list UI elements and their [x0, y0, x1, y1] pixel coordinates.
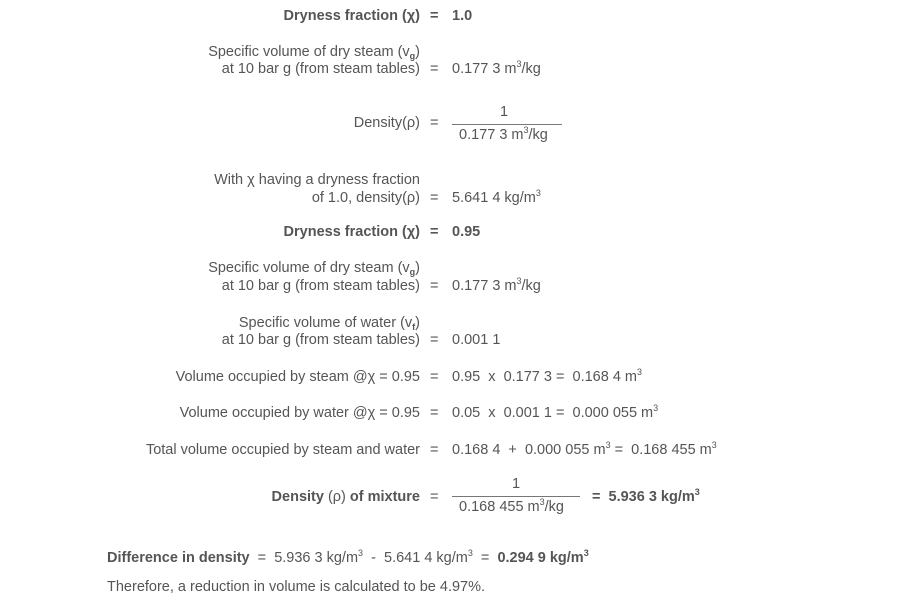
- volume-water-value: 0.05 x 0.001 1 = 0.000 055 $m^3$: [452, 403, 659, 421]
- specific-volume-steam-condition-2: at 10 bar g (from steam tables): [221, 278, 420, 294]
- volume-water-label: Volume occupied by water @χ = 0.95: [179, 405, 420, 421]
- total-volume-label: Total volume occupied by steam and water: [145, 442, 420, 458]
- volume-steam-label: Volume occupied by steam @χ = 0.95: [175, 369, 420, 385]
- equals-sign: =: [430, 405, 439, 421]
- equals-sign: =: [430, 442, 439, 458]
- equals-sign: =: [430, 369, 439, 385]
- dryness-fraction-label-2: Dryness fraction (χ): [283, 224, 420, 240]
- specific-volume-steam-condition-1: at 10 bar g (from steam tables): [221, 61, 420, 77]
- equals-sign: =: [430, 8, 439, 24]
- equals-sign: =: [430, 61, 439, 77]
- specific-volume-steam-label-2: Specific volume of dry steam $(v_g)$: [208, 260, 420, 277]
- difference-in-density: Difference in density = 5.936 3 $kg/m^3 - 5.641$ 4 $kg/m^3 = 0.294$ 9 $kg/m^3$: [107, 548, 589, 566]
- specific-volume-water-condition: at 10 bar g (from steam tables): [221, 332, 420, 348]
- total-volume-value: 0.168 4 + 0.000 055 $m^3 = 0.168$ 455 $m^3$: [452, 440, 717, 458]
- density-numerator: 1: [500, 104, 509, 120]
- specific-volume-water-label: Specific volume of water $(v_f)$: [238, 315, 420, 332]
- equals-sign: =: [430, 115, 439, 131]
- conclusion-text: Therefore, a reduction in volume is calculated to be 4.97%.: [107, 579, 486, 595]
- equals-sign: =: [430, 332, 439, 348]
- specific-volume-steam-value-2: 0.177 3 $m^3/kg$: [452, 276, 541, 294]
- volume-steam-value: 0.95 x 0.177 3 = 0.168 4 $m^3$: [452, 367, 643, 385]
- density-label: Density(ρ): [353, 115, 420, 131]
- specific-volume-steam-value-1: 0.177 3 $m^3/kg$: [452, 59, 541, 77]
- mixture-density-numerator: 1: [512, 476, 521, 492]
- dryness-fraction-value-1: 1.0: [452, 8, 473, 24]
- specific-volume-water-value: 0.001 1: [452, 332, 501, 348]
- dryness-fraction-label-1: Dryness fraction (χ): [283, 8, 420, 24]
- equals-sign: =: [430, 489, 439, 505]
- with-dryness-text-1: With χ having a dryness fraction: [214, 172, 420, 188]
- equals-sign: =: [430, 224, 439, 240]
- density-denominator: 0.177 3 $m^3/kg$: [459, 125, 548, 143]
- with-dryness-text-2: of 1.0, density(ρ): [311, 190, 420, 206]
- equals-sign: =: [430, 190, 439, 206]
- equals-sign: =: [430, 278, 439, 294]
- mixture-density-label: Density (ρ) of mixture: [271, 489, 420, 505]
- density-value-dry: 5.641 4 $kg/m^3$: [452, 188, 541, 206]
- dryness-fraction-value-2: 0.95: [452, 224, 481, 240]
- fraction-bar: [452, 496, 580, 497]
- mixture-density-denominator: 0.168 455 $m^3/kg$: [459, 497, 564, 515]
- specific-volume-steam-label-1: Specific volume of dry steam $(v_g)$: [208, 44, 420, 61]
- fraction-bar: [452, 124, 562, 125]
- mixture-density-result: = 5.936 3 $kg/m^3$: [592, 487, 700, 505]
